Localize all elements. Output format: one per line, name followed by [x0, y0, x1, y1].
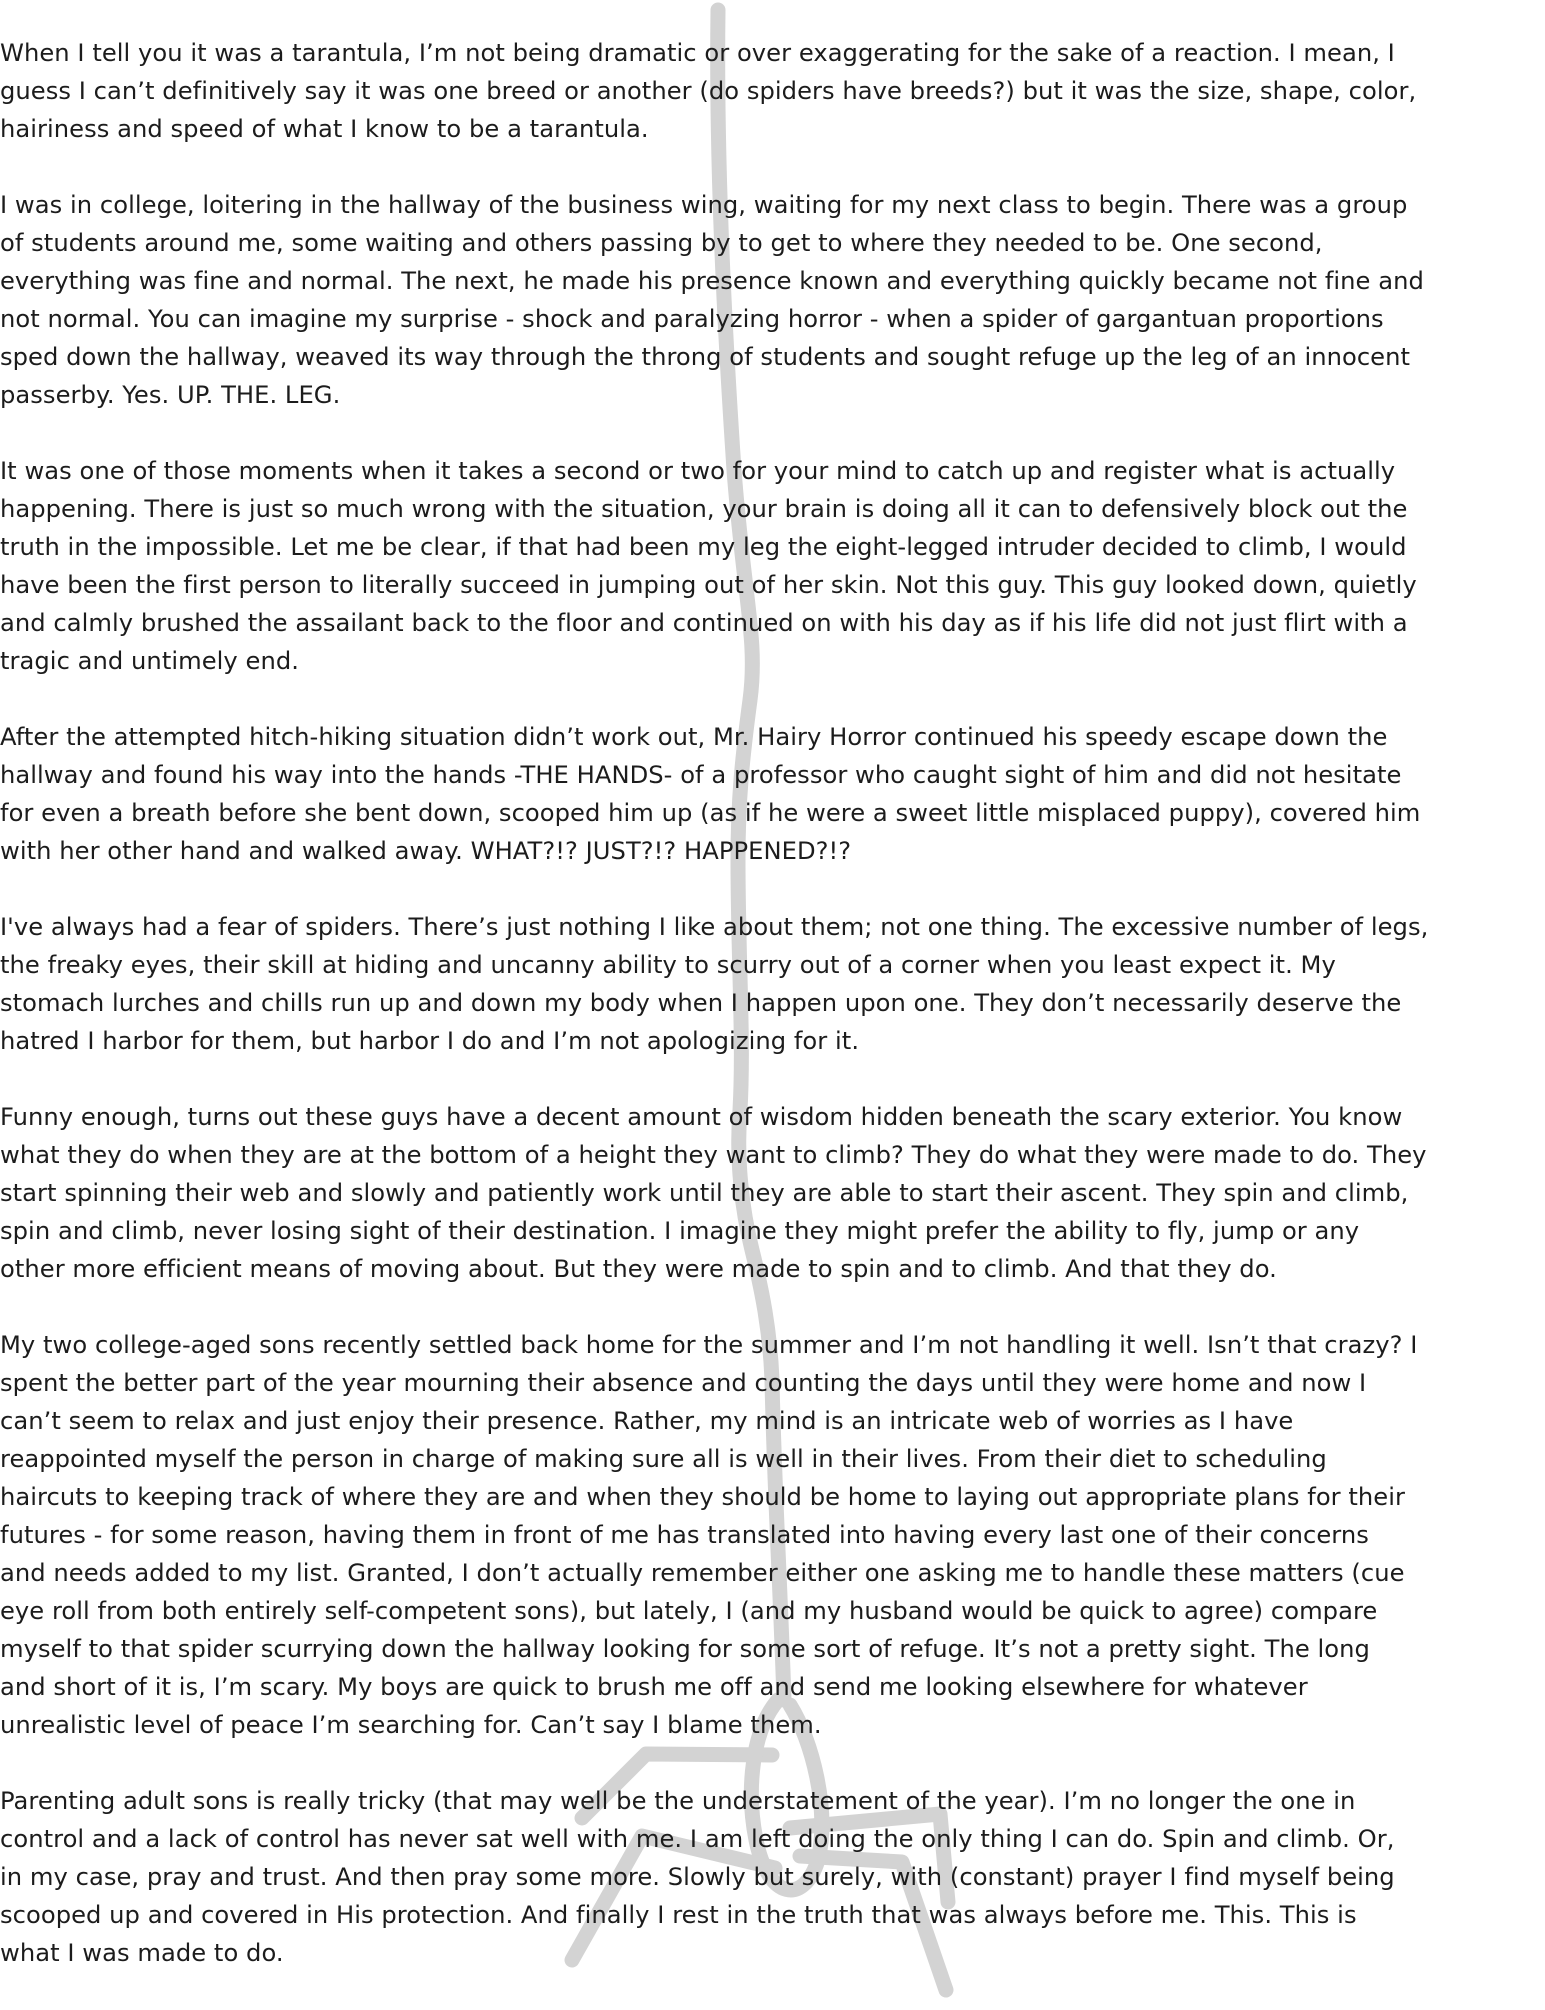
- text-line: can’t seem to relax and just enjoy their presence. Rather, my mind is an intricate web of worries as I have: [0, 1407, 1294, 1435]
- text-line: I was in college, loitering in the hallway of the business wing, waiting for my next class to begin. There was a group: [0, 191, 1408, 219]
- paragraph: [0, 1782, 1545, 1972]
- text-line: and short of it is, I’m scary. My boys are quick to brush me off and send me looking elsewhere for whatever: [0, 1673, 1308, 1701]
- text-line: spent the better part of the year mourning their absence and counting the days until they were home and now I: [0, 1369, 1367, 1397]
- text-line: I've always had a fear of spiders. There’s just nothing I like about them; not one thing. The excessive number of legs,: [0, 913, 1429, 941]
- text-line: sped down the hallway, weaved its way through the throng of students and sought refuge up the leg of an innocent: [0, 343, 1411, 371]
- text-line: tragic and untimely end.: [0, 647, 299, 675]
- text-line: with her other hand and walked away. WHAT?!? JUST?!? HAPPENED?!?: [0, 837, 852, 865]
- text-line: It was one of those moments when it takes a second or two for your mind to catch up and register what is actually: [0, 457, 1396, 485]
- text-line: spin and climb, never losing sight of their destination. I imagine they might prefer the ability to fly, jump or any: [0, 1217, 1360, 1245]
- document-body: [0, 34, 1545, 2010]
- text-line: reappointed myself the person in charge of making sure all is well in their lives. From their diet to scheduling: [0, 1445, 1327, 1473]
- text-line: what they do when they are at the bottom of a height they want to climb? They do what they were made to do. They: [0, 1141, 1427, 1169]
- text-line: happening. There is just so much wrong with the situation, your brain is doing all it can to defensively block out the: [0, 495, 1408, 523]
- text-line: start spinning their web and slowly and patiently work until they are able to start their ascent. They spin and climb,: [0, 1179, 1409, 1207]
- text-line: haircuts to keeping track of where they are and when they should be home to laying out appropriate plans for their: [0, 1483, 1406, 1511]
- text-line: in my case, pray and trust. And then pray some more. Slowly but surely, with (constant) prayer I find myself being: [0, 1863, 1395, 1891]
- text-line: the freaky eyes, their skill at hiding and uncanny ability to scurry out of a corner when you least expect it. My: [0, 951, 1336, 979]
- paragraph: [0, 1326, 1545, 1744]
- text-line: Parenting adult sons is really tricky (that may well be the understatement of the year). I’m no longer the one in: [0, 1787, 1356, 1815]
- text-line: everything was fine and normal. The next, he made his presence known and everything quickly became not fine and: [0, 267, 1424, 295]
- text-line: for even a breath before she bent down, scooped him up (as if he were a sweet little misplaced puppy), covered him: [0, 799, 1421, 827]
- text-line: hallway and found his way into the hands -THE HANDS- of a professor who caught sight of him and did not hesitate: [0, 761, 1402, 789]
- paragraph: [0, 34, 1545, 148]
- text-line: guess I can’t definitively say it was one breed or another (do spiders have breeds?) but it was the size, shape, color,: [0, 77, 1417, 105]
- text-line: Funny enough, turns out these guys have a decent amount of wisdom hidden beneath the scary exterior. You know: [0, 1103, 1403, 1131]
- text-line: unrealistic level of peace I’m searching for. Can’t say I blame them.: [0, 1711, 822, 1739]
- paragraph: [0, 718, 1545, 870]
- text-line: control and a lack of control has never sat well with me. I am left doing the only thing I can do. Spin and climb. Or,: [0, 1825, 1395, 1853]
- text-line: not normal. You can imagine my surprise - shock and paralyzing horror - when a spider of gargantuan proportions: [0, 305, 1384, 333]
- text-line: When I tell you it was a tarantula, I’m not being dramatic or over exaggerating for the sake of a reaction. I mean, I: [0, 39, 1395, 67]
- text-line: truth in the impossible. Let me be clear, if that had been my leg the eight-legged intruder decided to climb, I would: [0, 533, 1407, 561]
- text-line: what I was made to do.: [0, 1939, 284, 1967]
- text-line: scooped up and covered in His protection. And finally I rest in the truth that was always before me. This. This is: [0, 1901, 1357, 1929]
- text-line: After the attempted hitch-hiking situation didn’t work out, Mr. Hairy Horror continued his speedy escape down the: [0, 723, 1388, 751]
- text-line: of students around me, some waiting and others passing by to get to where they needed to be. One second,: [0, 229, 1323, 257]
- text-line: eye roll from both entirely self-competent sons), but lately, I (and my husband would be quick to agree) compare: [0, 1597, 1378, 1625]
- text-line: stomach lurches and chills run up and down my body when I happen upon one. They don’t necessarily deserve the: [0, 989, 1402, 1017]
- text-line: futures - for some reason, having them in front of me has translated into having every last one of their concerns: [0, 1521, 1369, 1549]
- paragraph: [0, 452, 1545, 680]
- text-line: and calmly brushed the assailant back to the floor and continued on with his day as if his life did not just flirt with a: [0, 609, 1408, 637]
- paragraph: [0, 186, 1545, 414]
- text-line: and needs added to my list. Granted, I don’t actually remember either one asking me to handle these matters (cue: [0, 1559, 1405, 1587]
- text-line: My two college-aged sons recently settled back home for the summer and I’m not handling it well. Isn’t that crazy? I: [0, 1331, 1418, 1359]
- text-line: passerby. Yes. UP. THE. LEG.: [0, 381, 341, 409]
- text-line: have been the first person to literally succeed in jumping out of her skin. Not this guy. This guy looked down, quietly: [0, 571, 1417, 599]
- text-line: other more efficient means of moving about. But they were made to spin and to climb. And that they do.: [0, 1255, 1277, 1283]
- text-line: myself to that spider scurrying down the hallway looking for some sort of refuge. It’s not a pretty sight. The long: [0, 1635, 1370, 1663]
- text-line: hairiness and speed of what I know to be a tarantula.: [0, 115, 649, 143]
- paragraph: [0, 1098, 1545, 1288]
- paragraph: [0, 908, 1545, 1060]
- text-line: hatred I harbor for them, but harbor I do and I’m not apologizing for it.: [0, 1027, 860, 1055]
